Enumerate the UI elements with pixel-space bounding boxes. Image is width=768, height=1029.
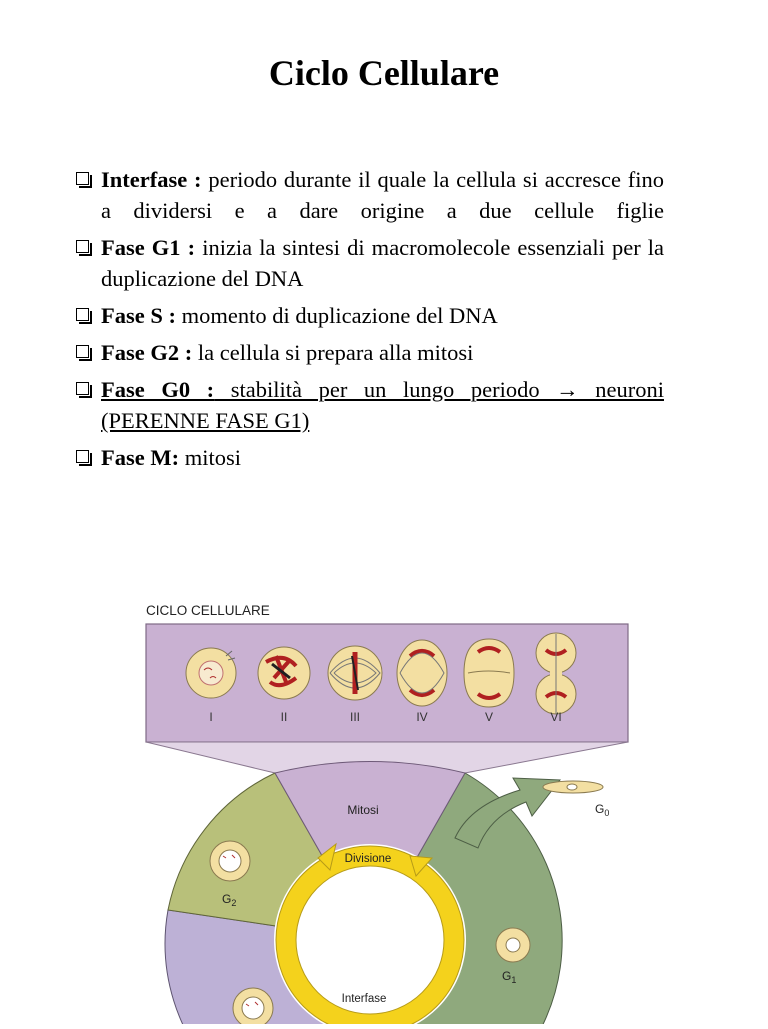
stage-label-iv: IV xyxy=(416,710,428,724)
item-text: stabilità per un lungo periodo → neuroni (PERENNE FASE G1) xyxy=(101,377,664,433)
list-item-g1 xyxy=(76,232,664,294)
label-g1: $G_1$ xyxy=(502,969,517,985)
stage-label-ii: II xyxy=(280,710,288,724)
label-mitosi: Mitosi xyxy=(347,803,379,817)
list-item-m xyxy=(76,442,664,473)
item-text: periodo durante il quale la cellula si accresce fino a dividersi e a dare origine a due cellule figlie xyxy=(101,167,665,223)
item-text: momento di duplicazione del DNA xyxy=(176,303,498,328)
stage-iii-cell-icon xyxy=(328,646,382,700)
item-text: mitosi xyxy=(179,445,241,470)
stage-label-v: V xyxy=(484,710,494,724)
item-term: Fase G1 : xyxy=(101,235,196,260)
stage-i-cell-icon xyxy=(186,648,236,698)
item-term: Interfase : xyxy=(101,167,202,192)
stage-label-iii: III xyxy=(349,710,361,724)
checkbox-bullet-icon xyxy=(76,240,89,253)
cell-cycle-figure xyxy=(0,590,768,1024)
stage-label-vi: VI xyxy=(550,710,562,724)
g2-cell-icon xyxy=(210,841,250,881)
checkbox-bullet-icon xyxy=(76,382,89,395)
stage-ii-cell-icon xyxy=(258,647,310,699)
label-g0: $G_0$ xyxy=(595,802,610,818)
checkbox-bullet-icon xyxy=(76,450,89,463)
item-term: Fase S : xyxy=(101,303,176,328)
phase-list xyxy=(76,164,664,479)
label-interfase: Interfase xyxy=(341,993,387,1005)
g1-cell-icon xyxy=(496,928,530,962)
checkbox-bullet-icon xyxy=(76,345,89,358)
checkbox-bullet-icon xyxy=(76,172,89,185)
list-item-interfase xyxy=(76,164,664,226)
stage-label-i: I xyxy=(209,710,213,724)
cell-cycle-diagram xyxy=(0,590,768,1024)
stage-v-cell-icon xyxy=(464,639,514,707)
item-text: inizia la sintesi di macromolecole essenziali per la duplicazione del DNA xyxy=(101,235,665,291)
item-term: Fase G0 : xyxy=(101,377,215,402)
page-title: Ciclo Cellulare xyxy=(268,53,500,93)
list-item-g0 xyxy=(76,374,664,436)
label-divisione: Divisione xyxy=(344,853,392,865)
figure-heading: CICLO CELLULARE xyxy=(146,603,270,618)
item-text: la cellula si prepara alla mitosi xyxy=(192,340,474,365)
item-term: Fase G2 : xyxy=(101,340,193,365)
label-g2: $G_2$ xyxy=(222,892,237,908)
list-item-s xyxy=(76,300,664,331)
stage-iv-cell-icon xyxy=(397,640,447,706)
checkbox-bullet-icon xyxy=(76,308,89,321)
s-cell-icon xyxy=(233,988,273,1024)
item-term: Fase M: xyxy=(101,445,180,470)
list-item-g2 xyxy=(76,337,664,368)
